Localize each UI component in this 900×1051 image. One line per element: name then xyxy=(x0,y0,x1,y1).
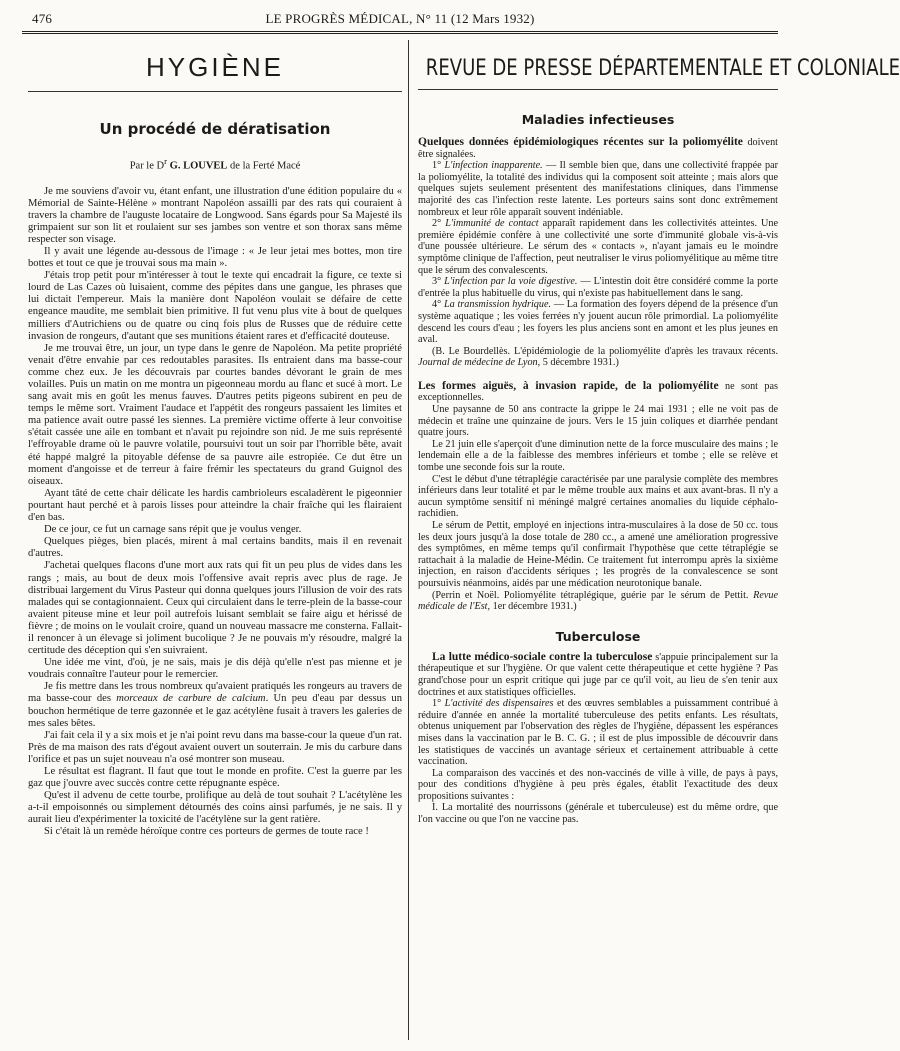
section-rule xyxy=(28,91,402,92)
paragraph: J'ai fait cela il y a six mois et je n'ai point revu dans ma basse-cour la queue d'un rat. Près de ma maison des rats d'égout avaient ouvert un souterrain. Je mis du carbure dans l'orifice et pas un sujet nouveau n'a osé montrer son museau. xyxy=(28,729,402,765)
lead-paragraph: Les formes aiguës, à invasion rapide, de la poliomyélite ne sont pas exceptionnelles. xyxy=(418,379,778,404)
paragraph: La comparaison des vaccinés et des non-vaccinés de ville à ville, de pays à pays, pour des conditions d'hygiène à peu près égales, établit l'exactitude des deux propositions suivantes : xyxy=(418,767,778,802)
paragraph: Je fis mettre dans les trous nombreux qu'avaient pratiqués les rongeurs au travers de ma basse-cour des morceaux de carbure de calcium. Un peu d'eau par dessus un bouchon hermétique de terre gazonnée et le gaz acétylène fusait à travers les galeries de mes sales bêtes. xyxy=(28,681,402,729)
article-polio-epidemiology xyxy=(418,137,778,369)
journal-title: LE PROGRÈS MÉDICAL, N° 11 (12 Mars 1932) xyxy=(265,11,535,26)
left-column xyxy=(28,40,402,839)
subhead-maladies: Maladies infectieuses xyxy=(521,112,675,127)
article-body xyxy=(28,186,402,839)
article-title: Un procédé de dératisation xyxy=(99,120,331,138)
paragraph: Je me trouvai être, un jour, un type dans le genre de Napoléon. Ma petite propriété venait d'être envahie par ces redoutables parasites. Ils entraient dans ma basse-cour comme chez eux. Je les découvrais par courtes bandes dévorant le grain de mes volailles. Puis un matin on me montra un pigeonneau mordu au flanc et sucé à mort. Le sang avait mis en goût les menus fauves. D'autres petits pigeons subirent en peu de temps le même sort. Vraiment l'audace et l'appétit des rongeurs passaient les limites et ma patience avait outre passé les siennes. La première victime offerte à leur convoitise s'était cassée une aile en tombant et n'avait pu rejoindre son nid. Je me suis représenté l'effroyable drame où le pauvre volatile, poursuivi tout un soir par l'horrible bête, avait été happé malgré la pitoyable défense de sa pauvre aile estropiée. Ce dut être un moment d'angoisse et de terreur à faire frémir les spectateurs du grand Guignol des oiseaux. xyxy=(28,342,402,487)
paragraph: Quelques pièges, bien placés, mirent à mal certains bandits, mais il en revenait d'autres. xyxy=(28,536,402,560)
paragraph: Une idée me vint, d'où, je ne sais, mais je dis déjà qu'elle n'est pas mienne et je voudrais connaître l'auteur pour le remercier. xyxy=(28,657,402,681)
paragraph: Je me souviens d'avoir vu, étant enfant, une illustration d'une édition populaire du « Mémorial de Sainte-Hélène » montrant Napoléon assailli par des rats qui couraient à travers la chambre de l'auguste locataire de Longwood. Sans égards pour Sa Majesté ils grimpaient sur son lit et roulaient sur ses jambes son ventre et son thorax sans même respecter son visage. xyxy=(28,185,402,245)
paragraph: I. La mortalité des nourrissons (générale et tuberculeuse) est du même ordre, que l'on vaccine ou que l'on ne vaccine pas. xyxy=(418,802,778,826)
paragraph: C'est le début d'une tétraplégie caractérisée par une paralysie complète des membres inférieurs dans leur totalité et par le même trouble aux mains et aux avant-bras. Il n'y a aucun symptôme sensitif ni méningé malgré certaines anomalies du liquide céphalo-rachidien. xyxy=(418,473,778,520)
subhead-tuberculose: Tuberculose xyxy=(555,628,641,644)
paragraph: Une paysanne de 50 ans contracte la grippe le 24 mai 1931 ; elle ne voit pas de médecin et traîne une quinzaine de jours. Vers le 15 juin coliques et diarrhée pendant quatre jours. xyxy=(418,404,778,439)
list-item: 1° L'infection inapparente. — Il semble bien que, dans une collectivité frappée par la poliomyélite, la totalité des individus qui la composent soit atteinte ; mais alors que quelques sujets seulement présentent des manifestations cliniques, dans l'immense majorité des cas l'infection reste latente. Les porteurs sains sont donc extrêmement nombreux et leur rôle apparaît souvent indéniable. xyxy=(418,160,779,218)
list-item: 1° L'activité des dispensaires et des œuvres semblables a puissamment contribué à réduire d'année en année la mortalité tuberculeuse des petits enfants. Les résultats, obtenus uniquement par l'observation des règles de l'hygiène, dépassent les espérances mises dans la vaccination par le B. C. G. ; il est de plus impossible de découvrir dans les statistiques de vaccinés un avantage sérieux et certainement attribuable à cette vaccination. xyxy=(418,698,779,768)
column-divider xyxy=(408,40,409,1040)
running-header xyxy=(22,8,778,28)
lead-paragraph: La lutte médico-sociale contre la tuberculose s'appuie principalement sur la thérapeutique et sur l'hygiène. Or que valent cette thérapeutique et cette hygiène ? Pas grand'chose pour un esprit critique qui juge par ce qu'il voit, au lieu de s'en tenir aux doctrines et aux statistiques officielles. xyxy=(418,650,779,698)
list-item: 4° La transmission hydrique. — La formation des foyers dépend de la présence d'un système aquatique ; les voies ferrées n'y jouent aucun rôle primordial. La poliomyélite descend les cours d'eau ; les foyers les plus anciens sont en amont et les plus jeunes en aval. xyxy=(418,299,779,346)
section-title-revue: REVUE DE PRESSE DÉPARTEMENTALE ET COLONIALE xyxy=(425,56,900,81)
article-polio-acute xyxy=(418,381,778,613)
section-title-hygiene: HYGIÈNE xyxy=(145,52,285,82)
lead-paragraph: Quelques données épidémiologiques récentes sur la poliomyélite doivent être signalées. xyxy=(418,136,779,160)
paragraph: Ayant tâté de cette chair délicate les hardis cambrioleurs escaladèrent le pigeonnier pourtant haut perché et à parois lisses pour atteindre la chair fraîche qui les flairaient d'en bas. xyxy=(28,487,402,524)
paragraph: J'achetai quelques flacons d'une mort aux rats qui fit un peu plus de vides dans les rangs ; mais, au bout de deux mois l'offensive avait repris avec plus de rage. Je distribuai largement du Virus Pasteur qui donna quelques jours l'illusion de voir des rats malades qui se contagionnaient. Ceux qui circulaient dans le terre-plein de la basse-cour avaient piteuse mine et leur poil autrefois luisant semblait se faire aigu et hérissé de fièvre ; de moins on le voulait croire, quand un nouveau massacre me consterna. Fallait-il renoncer à un élevage si joliment bucolique ? Je ne pouvais m'y résoudre, malgré la certitude des déception qui s'en suivraient. xyxy=(28,560,402,657)
section-rule xyxy=(418,89,778,90)
author-name: G. LOUVEL xyxy=(169,160,228,172)
byline: Par le $D^r$ G. LOUVEL de la Ferté Macé xyxy=(129,156,301,172)
paragraph: Le 21 juin elle s'aperçoit d'une diminution nette de la force musculaire des mains ; le lendemain elle a de la faiblesse des membres inférieurs et tombe ; elle se relève et tombe une seconde fois sur la route. xyxy=(418,438,778,474)
paragraph: Le résultat est flagrant. Il faut que tout le monde en profite. C'est la guerre par les gaz que j'ouvre avec succès contre cette répugnante espèce. xyxy=(28,766,402,790)
paragraph: J'étais trop petit pour m'intéresser à tout le texte qui encadrait la figure, ce texte si lourd de Las Cazes où luisaient, comme des pépites dans une gangue, les phrases que lui dictait l'empereur. Mais la manière dont Napoléon voulait se défaire de cette engeance maudite, me semblait bien primitive. Il fut venu plus vite à bout de quelques milliers d'Autrichiens ou de quatre ou cinq fois plus de Russes que de réduire cette invasion de rongeurs, d'autant que ses munitions étaient rares et d'efficacité douteuse. xyxy=(28,270,402,342)
paragraph: Il y avait une légende au-dessous de l'image : « Je leur jetai mes bottes, mon tire bottes et tout ce que je trouvai sous ma main ». xyxy=(28,245,402,270)
right-column xyxy=(418,40,900,826)
page-number: 476 xyxy=(32,11,53,26)
list-item: 3° L'infection par la voie digestive. — L'intestin doit être considéré comme la porte d'entrée la plus habituelle du virus, qui n'existe pas habituellement dans le sang. xyxy=(418,276,778,299)
header-rule xyxy=(22,31,778,34)
paragraph: Le sérum de Pettit, employé en injections intra-musculaires à la dose de 50 cc. tous les deux jours jusqu'à la dose totale de 280 cc., a amené une amélioration progressive des symptômes, en même temps qu'il confirmait l'hypothèse que cette tétraplégie se rattachait à la maladie de Heine-Médin. Ce traitement fut interrompu après la sixième injection, en raison d'accidents sériques ; les progrès de la convalescence se sont poursuivis néanmoins, aidés par une médication neurotonique banale. xyxy=(418,520,778,589)
reference: (Perrin et Noël. Poliomyélite tétraplégique, guérie par le sérum de Pettit. Revue médicale de l'Est, 1er décembre 1931.) xyxy=(418,589,778,613)
article-tuberculosis xyxy=(418,652,778,826)
paragraph: De ce jour, ce fut un carnage sans répit que je voulus venger. xyxy=(44,524,302,536)
paragraph: Si c'était là un remède héroïque contre ces porteurs de germes de toute race ! xyxy=(44,826,369,838)
reference: (B. Le Bourdellès. L'épidémiologie de la poliomyélite d'après les travaux récents. Journal de médecine de Lyon, 5 décembre 1931.) xyxy=(418,345,778,369)
list-item: 2° L'immunité de contact apparaît rapidement dans les collectivités atteintes. Une première épidémie confère à une collectivité une sorte d'immunité globale vis-à-vis d'une poussée ultérieure. Le sérum des « contacts », n'ayant jamais eu le moindre symptôme clinique de l'affection, peut neutraliser le virus poliomyélitique au même titre que le sérum des convalescents. xyxy=(418,218,778,276)
paragraph: Qu'est il advenu de cette tourbe, prolifique au delà de tout souhait ? L'acétylène les a-t-il empoisonnés ou simplement détournés des coins ainsi parfumés, je ne sais. Il y aurait lieu d'expérimenter la toxicité de l'acétylène sur la gent ratière. xyxy=(28,790,402,826)
